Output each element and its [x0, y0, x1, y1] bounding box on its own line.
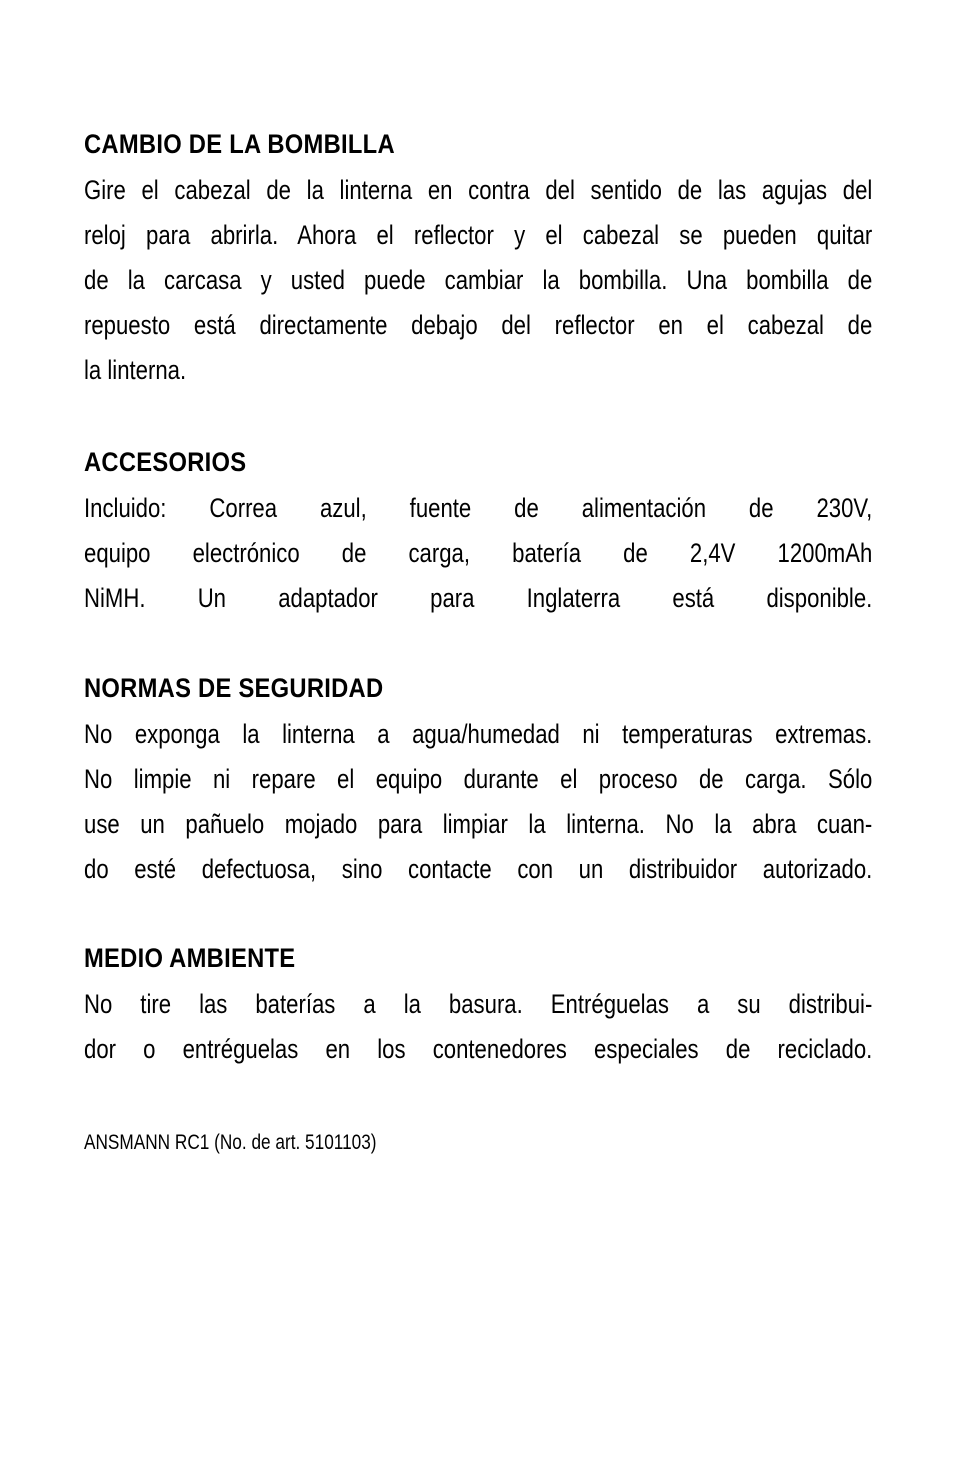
section-heading: CAMBIO DE LA BOMBILLA [84, 129, 395, 159]
paragraph-line: No limpie ni repare el equipo durante el proceso de carga. Sólo [84, 764, 873, 794]
section-accessories [84, 444, 872, 621]
section-heading: NORMAS DE SEGURIDAD [84, 673, 384, 703]
section-heading: ACCESORIOS [84, 447, 247, 477]
section-environment [84, 940, 872, 1072]
paragraph-line: do esté defectuosa, sino contacte con un distribuidor autorizado. [84, 854, 873, 884]
paragraph-line: reloj para abrirla. Ahora el reflector y el cabezal se pueden quitar [84, 220, 873, 250]
paragraph-line: repuesto está directamente debajo del reflector en el cabezal de [84, 310, 873, 340]
paragraph-line: No tire las baterías a la basura. Entréguelas a su distribui- [84, 989, 873, 1019]
section-bulb-replacement [84, 126, 872, 393]
paragraph-line: la linterna. [84, 355, 187, 385]
paragraph-line: No exponga la linterna a agua/humedad ni temperaturas extremas. [84, 719, 873, 749]
product-reference: ANSMANN RC1 (No. de art. 5101103) [84, 1131, 377, 1154]
paragraph-line: NiMH. Un adaptador para Inglaterra está disponible. [84, 583, 873, 613]
section-heading: MEDIO AMBIENTE [84, 943, 296, 973]
section-safety-rules [84, 670, 872, 892]
paragraph-line: use un pañuelo mojado para limpiar la linterna. No la abra cuan- [84, 809, 873, 839]
paragraph-line: de la carcasa y usted puede cambiar la bombilla. Una bombilla de [84, 265, 873, 295]
paragraph-line: dor o entréguelas en los contenedores especiales de reciclado. [84, 1034, 873, 1064]
paragraph-line: Gire el cabezal de la linterna en contra del sentido de las agujas del [84, 175, 873, 205]
paragraph-line: equipo electrónico de carga, batería de 2,4V 1200mAh [84, 538, 873, 568]
paragraph-line: Incluido: Correa azul, fuente de alimentación de 230V, [84, 493, 873, 523]
